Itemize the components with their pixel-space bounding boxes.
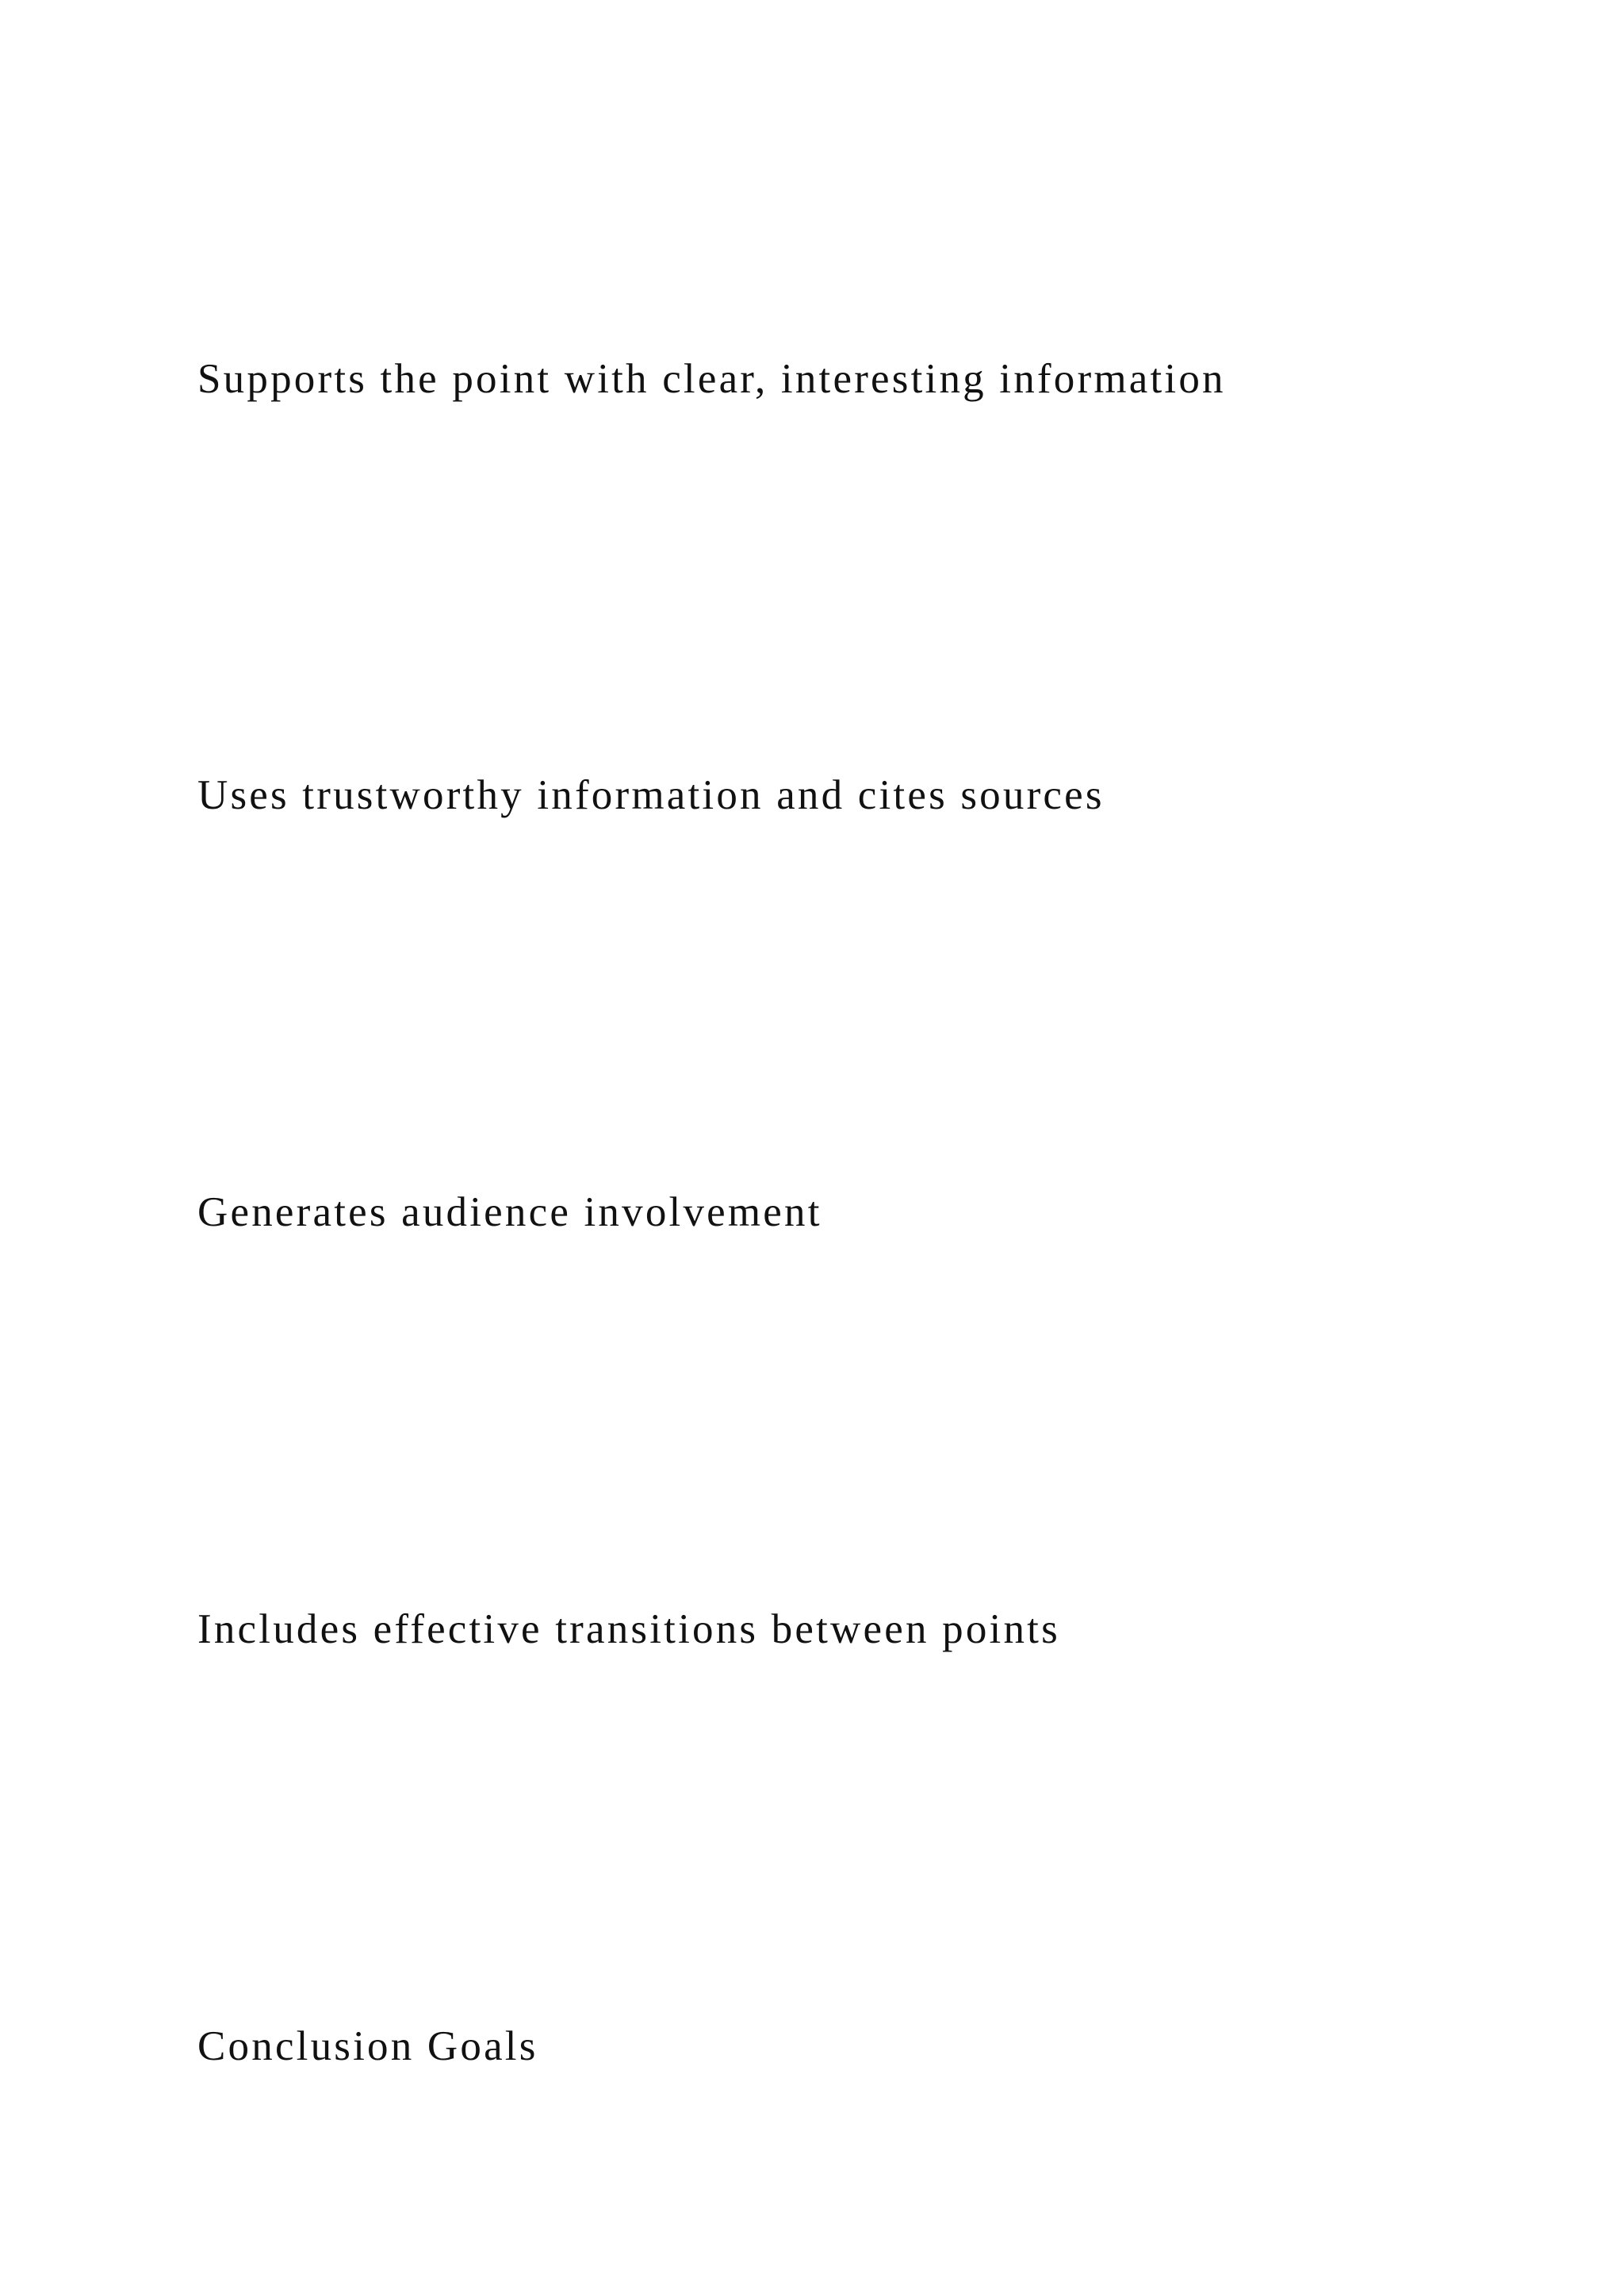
rubric-line-transitions: Includes effective transitions between points [197, 1606, 1060, 1652]
rubric-line-trustworthy-info: Uses trustworthy information and cites sources [197, 772, 1105, 818]
section-heading-conclusion-goals: Conclusion Goals [197, 2023, 538, 2069]
rubric-line-audience-involvement: Generates audience involvement [197, 1189, 822, 1235]
rubric-line-supports-point: Supports the point with clear, interesting information [197, 356, 1226, 402]
